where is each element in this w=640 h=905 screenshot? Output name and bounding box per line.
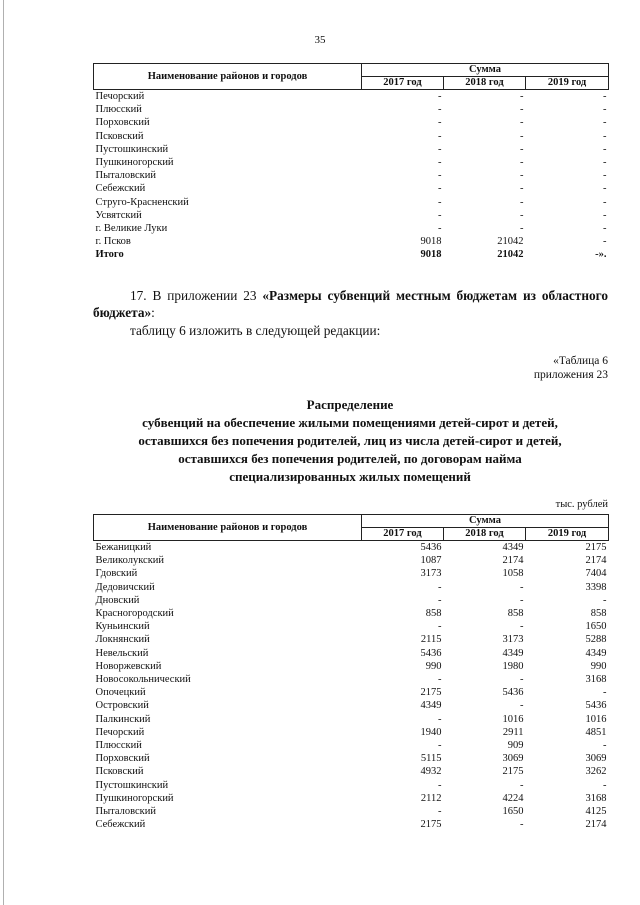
amount-cell: 3069 [585,753,607,765]
amount-cell: - [438,104,442,116]
table-row [94,660,609,673]
amount-cell: 4349 [420,700,442,712]
column-header-sum: Сумма [362,64,609,77]
amount-cell: 3069 [502,753,524,765]
table-row [94,647,609,660]
column-header-year: 2019 год [526,77,609,90]
amount-cell: 4125 [585,806,607,818]
amount-cell: 21042 [497,249,524,261]
amount-cell: - [520,700,524,712]
amount-cell: - [520,130,524,142]
district-name-cell: Опочецкий [95,687,146,699]
amount-cell: - [520,819,524,831]
amount-cell: - [438,594,442,606]
district-name-cell: Дедовичский [95,581,155,593]
amount-cell: 9018 [420,249,442,261]
amount-cell: - [438,779,442,791]
district-name-cell: Куньинский [95,621,150,633]
amount-cell: 858 [507,608,524,620]
district-name-cell: Новоржевский [95,660,162,672]
amount-cell: - [520,91,524,102]
amount-cell: - [520,779,524,791]
amount-cell: 1940 [420,726,442,738]
district-name-cell: Порховский [95,753,150,765]
amount-cell: 4349 [585,647,607,659]
table-row [94,779,609,792]
appendix-reference-label: приложения 23 [533,369,608,381]
amount-cell: - [438,713,442,725]
district-name-cell: Псковский [95,766,144,778]
table-row [94,567,609,580]
district-name-cell: Пыталовский [95,806,156,818]
table-row [94,752,609,765]
table-row [94,235,609,248]
amount-cell: 2175 [420,819,442,831]
table-row [94,765,609,778]
table-row [94,818,609,831]
amount-cell: 5436 [585,700,607,712]
district-name-cell: Бежаницкий [95,542,152,553]
amount-cell: - [603,779,607,791]
amount-cell: - [438,143,442,155]
amount-cell: - [603,170,607,182]
table-row [94,581,609,594]
column-header-year: 2018 год [444,528,526,541]
amount-cell: - [603,183,607,195]
amount-cell: - [438,209,442,221]
amount-cell: 990 [590,660,607,672]
amount-cell: 4349 [502,647,524,659]
amount-cell: 5436 [420,647,442,659]
amount-cell: - [438,117,442,129]
amount-cell: 1650 [502,806,524,818]
district-name-cell: Великолукский [95,555,165,567]
amount-cell: 1058 [502,568,524,580]
amount-cell: -». [595,249,607,261]
amount-cell: - [603,91,607,102]
table-body [94,541,609,832]
section-title-line: субвенций на обеспечение жилыми помещениями детей-сирот и детей, [142,415,558,430]
table-row [94,103,609,116]
amount-cell: 4349 [502,542,524,553]
amount-cell: - [603,104,607,116]
table-row [94,633,609,646]
table-row [94,90,609,104]
table-row [94,196,609,209]
amount-cell: 2115 [420,634,442,646]
amendment-suffix: : [151,305,155,320]
amount-cell: - [520,209,524,221]
scan-edge-line [3,0,4,905]
amount-cell: - [603,687,607,699]
amount-cell: 5288 [585,634,607,646]
amount-cell: 1016 [585,713,607,725]
district-name-cell: Себежский [95,183,146,195]
amount-cell: - [438,196,442,208]
table-reference-label: «Таблица 6 [553,355,608,367]
column-header-year: 2017 год [362,528,444,541]
column-header-name: Наименование районов и городов [94,515,362,541]
amount-cell: - [438,91,442,102]
amount-cell: 1016 [502,713,524,725]
column-header-year: 2017 год [362,77,444,90]
amount-cell: - [438,581,442,593]
district-name-cell: Псковский [95,130,144,142]
amount-cell: 5436 [502,687,524,699]
table-row [94,805,609,818]
amendment-prefix: 17. В приложении 23 [130,288,263,303]
amount-cell: - [520,594,524,606]
district-name-cell: Островский [95,700,149,712]
amount-cell: - [603,196,607,208]
amount-cell: - [520,157,524,169]
amount-cell: - [438,674,442,686]
district-name-cell: Пустошкинский [95,143,169,155]
column-header-sum: Сумма [362,515,609,528]
units-label: тыс. рублей [555,499,608,510]
district-name-cell: Новосокольнический [95,674,191,686]
table-row [94,607,609,620]
table-continuation [93,63,609,262]
district-name-cell: Плюсский [95,104,142,116]
table-row [94,182,609,195]
district-name-cell: Пустошкинский [95,779,169,791]
amount-cell: 2174 [585,555,607,567]
amount-cell: - [520,621,524,633]
amount-cell: 3168 [585,792,607,804]
amount-cell: 1980 [502,660,524,672]
subvention-table [93,514,609,831]
amount-cell: - [520,183,524,195]
amount-cell: 5436 [420,542,442,553]
page-number: 35 [314,34,326,46]
table-body [94,90,609,262]
amount-cell: - [438,223,442,235]
table-row [94,156,609,169]
district-name-cell: Невельский [95,647,149,659]
amount-cell: - [438,740,442,752]
table-row [94,726,609,739]
district-name-cell: Дновский [95,594,140,606]
amount-cell: 990 [425,660,442,672]
section-title-line: оставшихся без попечения родителей, лиц из числа детей-сирот и детей, [138,433,562,448]
table-row [94,209,609,222]
table-row [94,713,609,726]
district-name-cell: Усвятский [95,209,142,221]
table-row [94,699,609,712]
amount-cell: - [438,130,442,142]
section-title-line: специализированных жилых помещений [229,469,471,484]
district-name-cell: г. Псков [95,236,131,248]
district-name-cell: Пыталовский [95,170,156,182]
amount-cell: 5115 [420,753,442,765]
district-name-cell: Гдовский [95,568,138,580]
table-row [94,594,609,607]
district-name-cell: Порховский [95,117,150,129]
amount-cell: - [520,223,524,235]
amendment-paragraph [93,287,608,321]
amount-cell: 4932 [420,766,442,778]
amount-cell: 3173 [502,634,524,646]
table-row [94,130,609,143]
amount-cell: - [603,594,607,606]
column-header-year: 2018 год [444,77,526,90]
section-title-line: Распределение [306,397,394,412]
amount-cell: 858 [590,608,607,620]
table-row [94,116,609,129]
amount-cell: - [603,117,607,129]
section-title-line: оставшихся без попечения родителей, по договорам найма [178,451,522,466]
amendment-appendix-title: «Размеры субвенций местным бюджетам из областного бюджета» [93,288,608,320]
amount-cell: - [438,157,442,169]
amount-cell: 1087 [420,555,442,567]
table-row [94,739,609,752]
amount-cell: 2175 [585,542,607,553]
amount-cell: 4224 [502,792,524,804]
district-name-cell: Пушкиногорский [95,157,174,169]
amount-cell: 3168 [585,674,607,686]
amount-cell: 2112 [420,792,442,804]
table-row [94,554,609,567]
amount-cell: - [603,157,607,169]
amount-cell: 9018 [420,236,442,248]
table-row [94,686,609,699]
amount-cell: - [520,117,524,129]
amount-cell: - [603,740,607,752]
amount-cell: 21042 [497,236,524,248]
amount-cell: 3398 [585,581,607,593]
amount-cell: - [603,236,607,248]
district-name-cell: Палкинский [95,713,151,725]
district-name-cell: Итого [95,249,124,261]
table-row [94,620,609,633]
amount-cell: 909 [507,740,524,752]
amount-cell: 2175 [420,687,442,699]
table-row [94,792,609,805]
amount-cell: - [520,674,524,686]
amount-cell: 2175 [502,766,524,778]
table-row [94,541,609,555]
amount-cell: - [520,581,524,593]
amount-cell: 2911 [502,726,524,738]
amount-cell: 7404 [585,568,607,580]
district-name-cell: Себежский [95,819,146,831]
amount-cell: 4851 [585,726,607,738]
amount-cell: - [438,806,442,818]
table-total-row [94,248,609,261]
amendment-instruction: таблицу 6 изложить в следующей редакции: [130,323,381,338]
district-name-cell: Плюсский [95,740,142,752]
amount-cell: - [520,104,524,116]
district-name-cell: Струго-Красненский [95,196,189,208]
table-row [94,169,609,182]
amount-cell: - [438,183,442,195]
district-name-cell: г. Великие Луки [95,223,168,235]
district-name-cell: Печорский [95,726,145,738]
amount-cell: 858 [425,608,442,620]
amount-cell: - [603,209,607,221]
district-name-cell: Пушкиногорский [95,792,174,804]
amount-cell: - [603,223,607,235]
district-name-cell: Печорский [95,91,145,102]
amount-cell: - [603,130,607,142]
table-row [94,143,609,156]
amount-cell: 3173 [420,568,442,580]
column-header-year: 2019 год [526,528,609,541]
amount-cell: - [520,143,524,155]
amount-cell: - [520,170,524,182]
amount-cell: - [603,143,607,155]
column-header-name: Наименование районов и городов [94,64,362,90]
district-name-cell: Локнянский [95,634,150,646]
amount-cell: 2174 [502,555,524,567]
table-row [94,222,609,235]
amount-cell: - [520,196,524,208]
amount-cell: - [438,621,442,633]
amount-cell: 3262 [585,766,607,778]
amount-cell: 2174 [585,819,607,831]
district-name-cell: Красногородский [95,608,174,620]
table-row [94,673,609,686]
amount-cell: 1650 [585,621,607,633]
amount-cell: - [438,170,442,182]
